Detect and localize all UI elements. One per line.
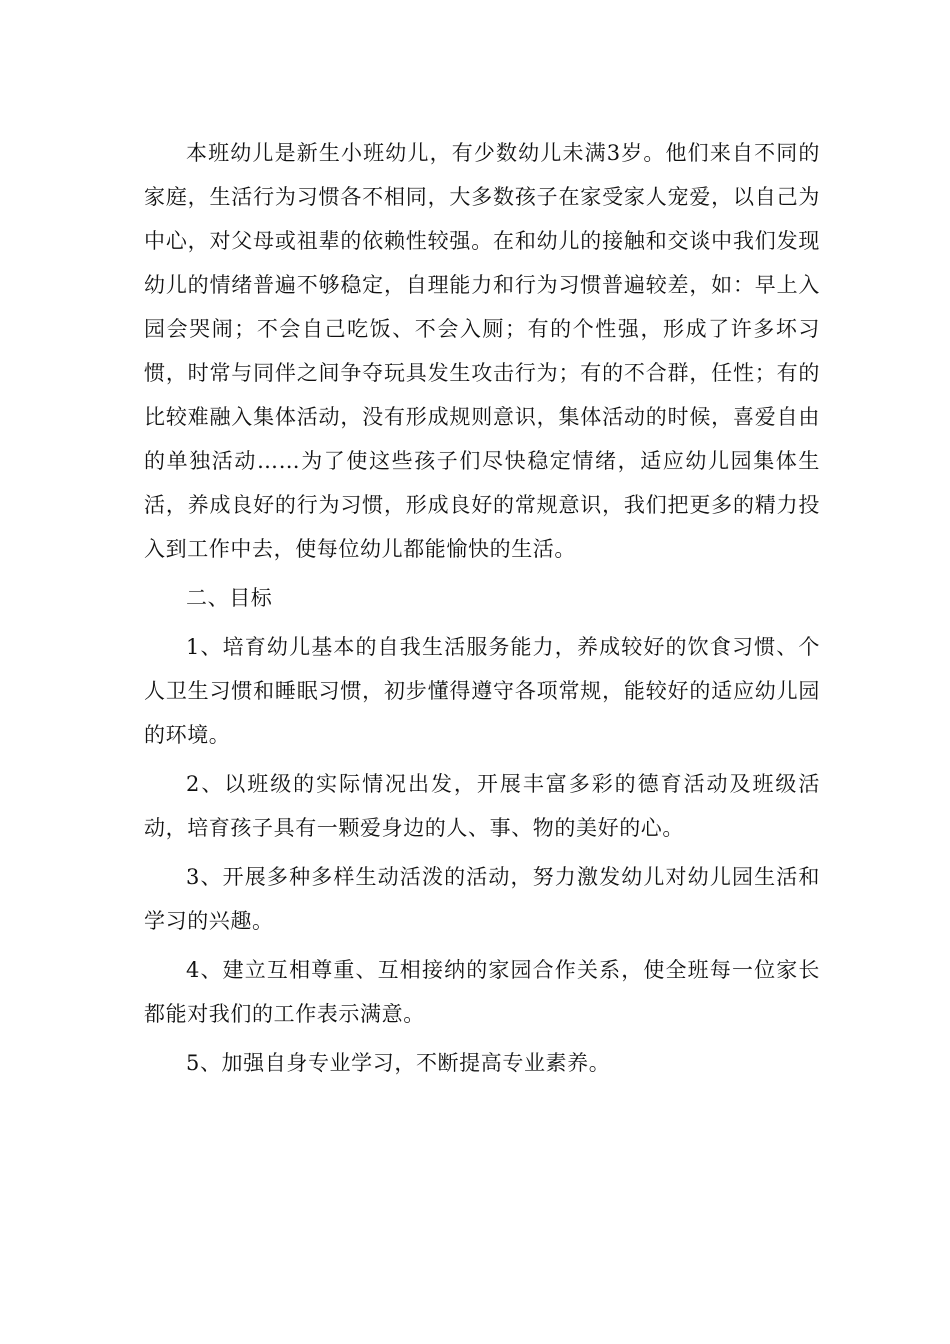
paragraph-class-overview: 本班幼儿是新生小班幼儿，有少数幼儿未满3岁。他们来自不同的家庭，生活行为习惯各不相同，大多数孩子在家受家人宠爱，以自己为中心，对父母或祖辈的依赖性较强。在和幼儿的接触和交谈中我们发现幼儿的情绪普遍不够稳定，自理能力和行为习惯普遍较差，如：早上入园会哭闹；不会自己吃饭、不会入厕；有的个性强，形成了许多坏习惯，时常与同伴之间争夺玩具发生攻击行为；有的不合群，任性；有的比较难融入集体活动，没有形成规则意识，集体活动的时候，喜爱自由的单独活动……为了使这些孩子们尽快稳定情绪，适应幼儿园集体生活，养成良好的行为习惯，形成良好的常规意识，我们把更多的精力投入到工作中去，使每位幼儿都能愉快的生活。 bbox=[144, 141, 820, 561]
goal-item-2: 2、以班级的实际情况出发，开展丰富多彩的德育活动及班级活动，培育孩子具有一颗爱身边的人、事、物的美好的心。 bbox=[144, 772, 820, 840]
section-heading-goals: 二、目标 bbox=[186, 586, 273, 610]
goal-item-4: 4、建立互相尊重、互相接纳的家园合作关系，使全班每一位家长都能对我们的工作表示满意。 bbox=[144, 958, 820, 1026]
goal-item-3: 3、开展多种多样生动活泼的活动，努力激发幼儿对幼儿园生活和学习的兴趣。 bbox=[144, 865, 820, 933]
goal-item-1: 1、培育幼儿基本的自我生活服务能力，养成较好的饮食习惯、个人卫生习惯和睡眠习惯，初步懂得遵守各项常规，能较好的适应幼儿园的环境。 bbox=[144, 635, 820, 747]
goal-item-5: 5、加强自身专业学习，不断提高专业素养。 bbox=[186, 1051, 611, 1075]
document-body bbox=[144, 131, 820, 1090]
